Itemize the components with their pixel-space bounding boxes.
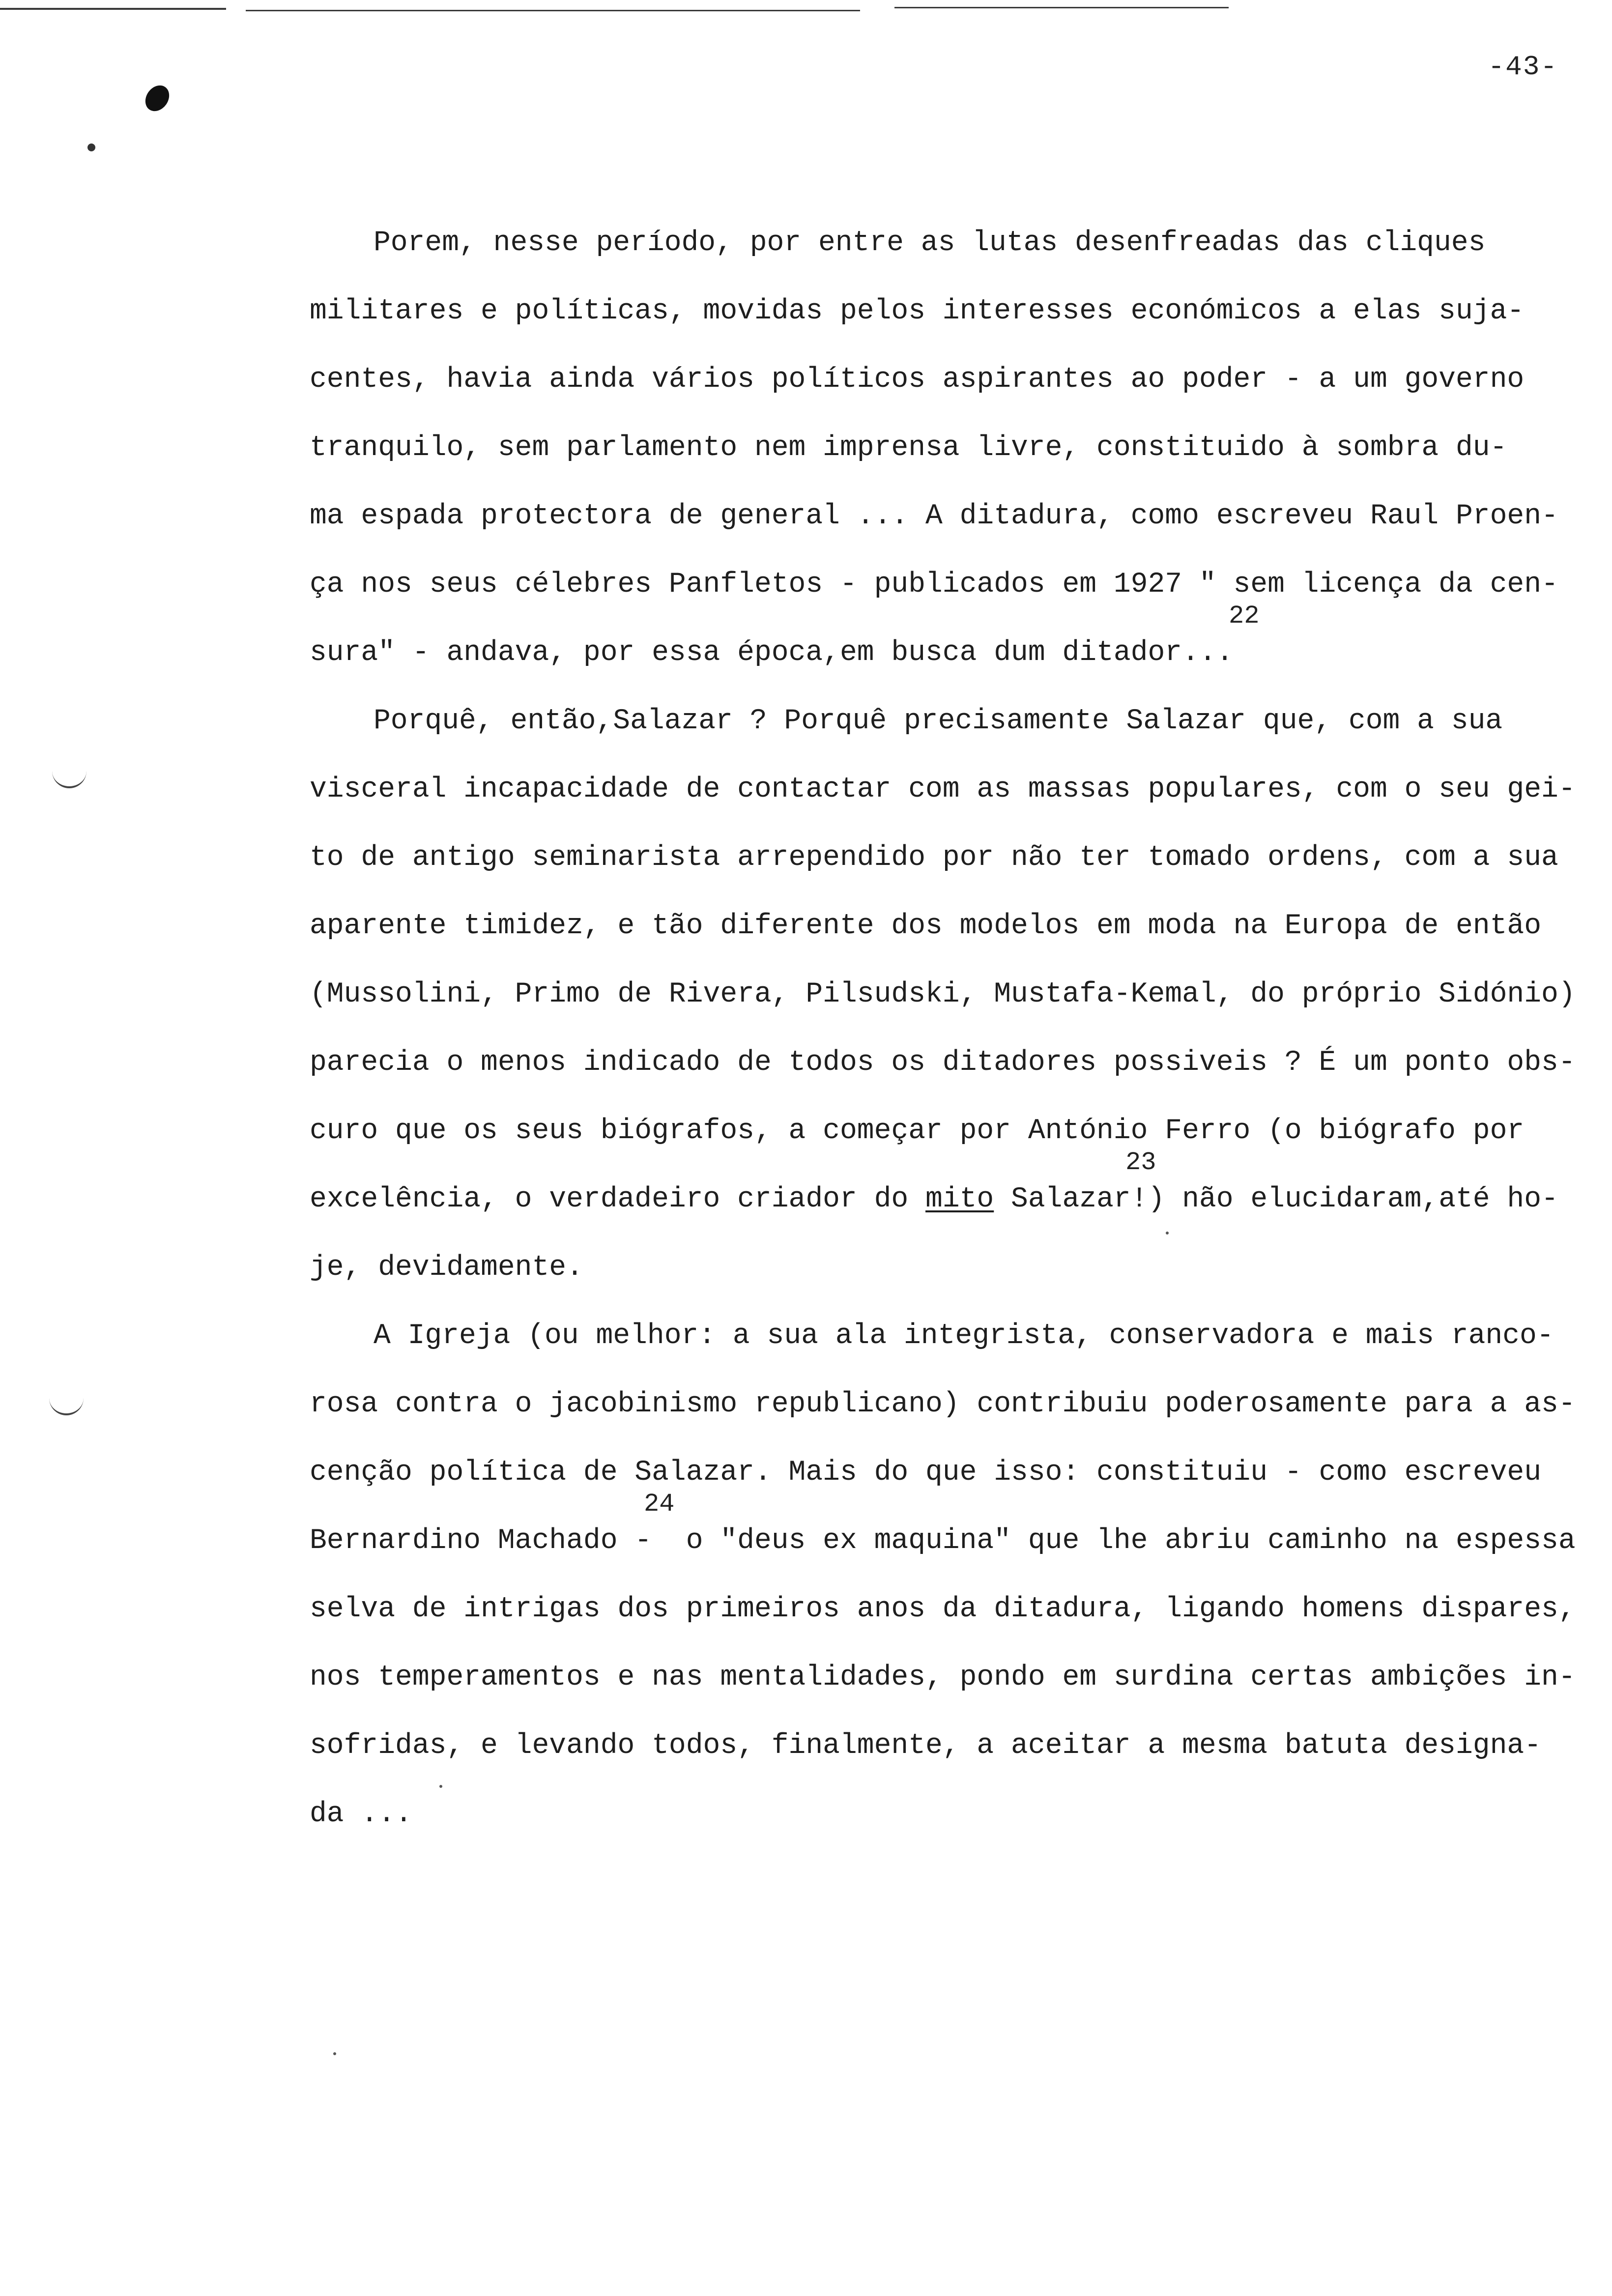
top-rule-left (0, 8, 226, 10)
underlined-word: mito (925, 1183, 994, 1215)
text-line: sura" - andava, por essa época,em busca dum ditador... 22 (310, 602, 1260, 669)
text-line: cenção política de Salazar. Mais do que isso: constituiu - como escreveu (310, 1457, 1542, 1489)
paragraph (310, 1319, 1576, 1866)
text-line: da ... (310, 1798, 412, 1830)
text-line: visceral incapacidade de contactar com as massas populares, com o seu gei- (310, 774, 1576, 805)
text-line: parecia o menos indicado de todos os ditadores possiveis ? É um ponto obs- (310, 1047, 1576, 1079)
text-line: Porem, nesse período, por entre as lutas desenfreadas das cliques (374, 227, 1486, 259)
text-line: tranquilo, sem parlamento nem imprensa livre, constituido à sombra du- (310, 432, 1507, 464)
text-line: to de antigo seminarista arrependido por não ter tomado ordens, com a sua (310, 842, 1558, 874)
footnote-ref: 24 (644, 1490, 675, 1519)
text-line: Porquê, então,Salazar ? Porquê precisamente Salazar que, com a sua (374, 705, 1503, 737)
margin-mark-upper (52, 767, 86, 788)
text-line: selva de intrigas dos primeiros anos da ditadura, ligando homens dispares, (310, 1593, 1576, 1625)
footnote-ref: 23 (1125, 1148, 1156, 1177)
text-line: rosa contra o jacobinismo republicano) contribuiu poderosamente para a as- (310, 1388, 1576, 1420)
text-line: centes, havia ainda vários políticos aspirantes ao poder - a um governo (310, 364, 1525, 396)
margin-mark-lower (49, 1394, 84, 1415)
text-line: nos temperamentos e nas mentalidades, pondo em surdina certas ambições in- (310, 1662, 1576, 1693)
text-line: militares e políticas, movidas pelos interesses económicos a elas suja- (310, 295, 1525, 327)
ink-dot (87, 144, 95, 151)
text-line: sofridas, e levando todos, finalmente, a aceitar a mesma batuta designa- (310, 1730, 1542, 1762)
text-line: Bernardino Machado - o "deus ex maquina" que lhe abriu caminho na espessa 24 (310, 1490, 1576, 1557)
paragraph (310, 226, 1558, 704)
page-number: -43- (1488, 51, 1558, 83)
ink-blot (141, 81, 174, 115)
paper-speck (333, 2052, 336, 2055)
text-line: ça nos seus célebres Panfletos - publicados em 1927 " sem licença da cen- (310, 569, 1558, 601)
text-line: ma espada protectora de general ... A ditadura, como escreveu Raul Proen- (310, 500, 1558, 532)
text-line: A Igreja (ou melhor: a sua ala integrista, conservadora e mais ranco- (374, 1320, 1554, 1352)
footnote-ref: 22 (1229, 602, 1260, 631)
top-rule-middle (246, 10, 860, 11)
text-line: excelência, o verdadeiro criador do mito Salazar!) não elucidaram,até ho- 23 (310, 1148, 1558, 1215)
text-line: je, devidamente. (310, 1252, 583, 1284)
text-line: aparente timidez, e tão diferente dos modelos em moda na Europa de então (310, 910, 1542, 942)
paragraph (310, 704, 1576, 1319)
top-rule-right (894, 7, 1229, 8)
document-body (310, 226, 1576, 1866)
text-line: curo que os seus biógrafos, a começar por António Ferro (o biógrafo por (310, 1115, 1525, 1147)
text-line: (Mussolini, Primo de Rivera, Pilsudski, Mustafa-Kemal, do próprio Sidónio) (310, 978, 1576, 1010)
